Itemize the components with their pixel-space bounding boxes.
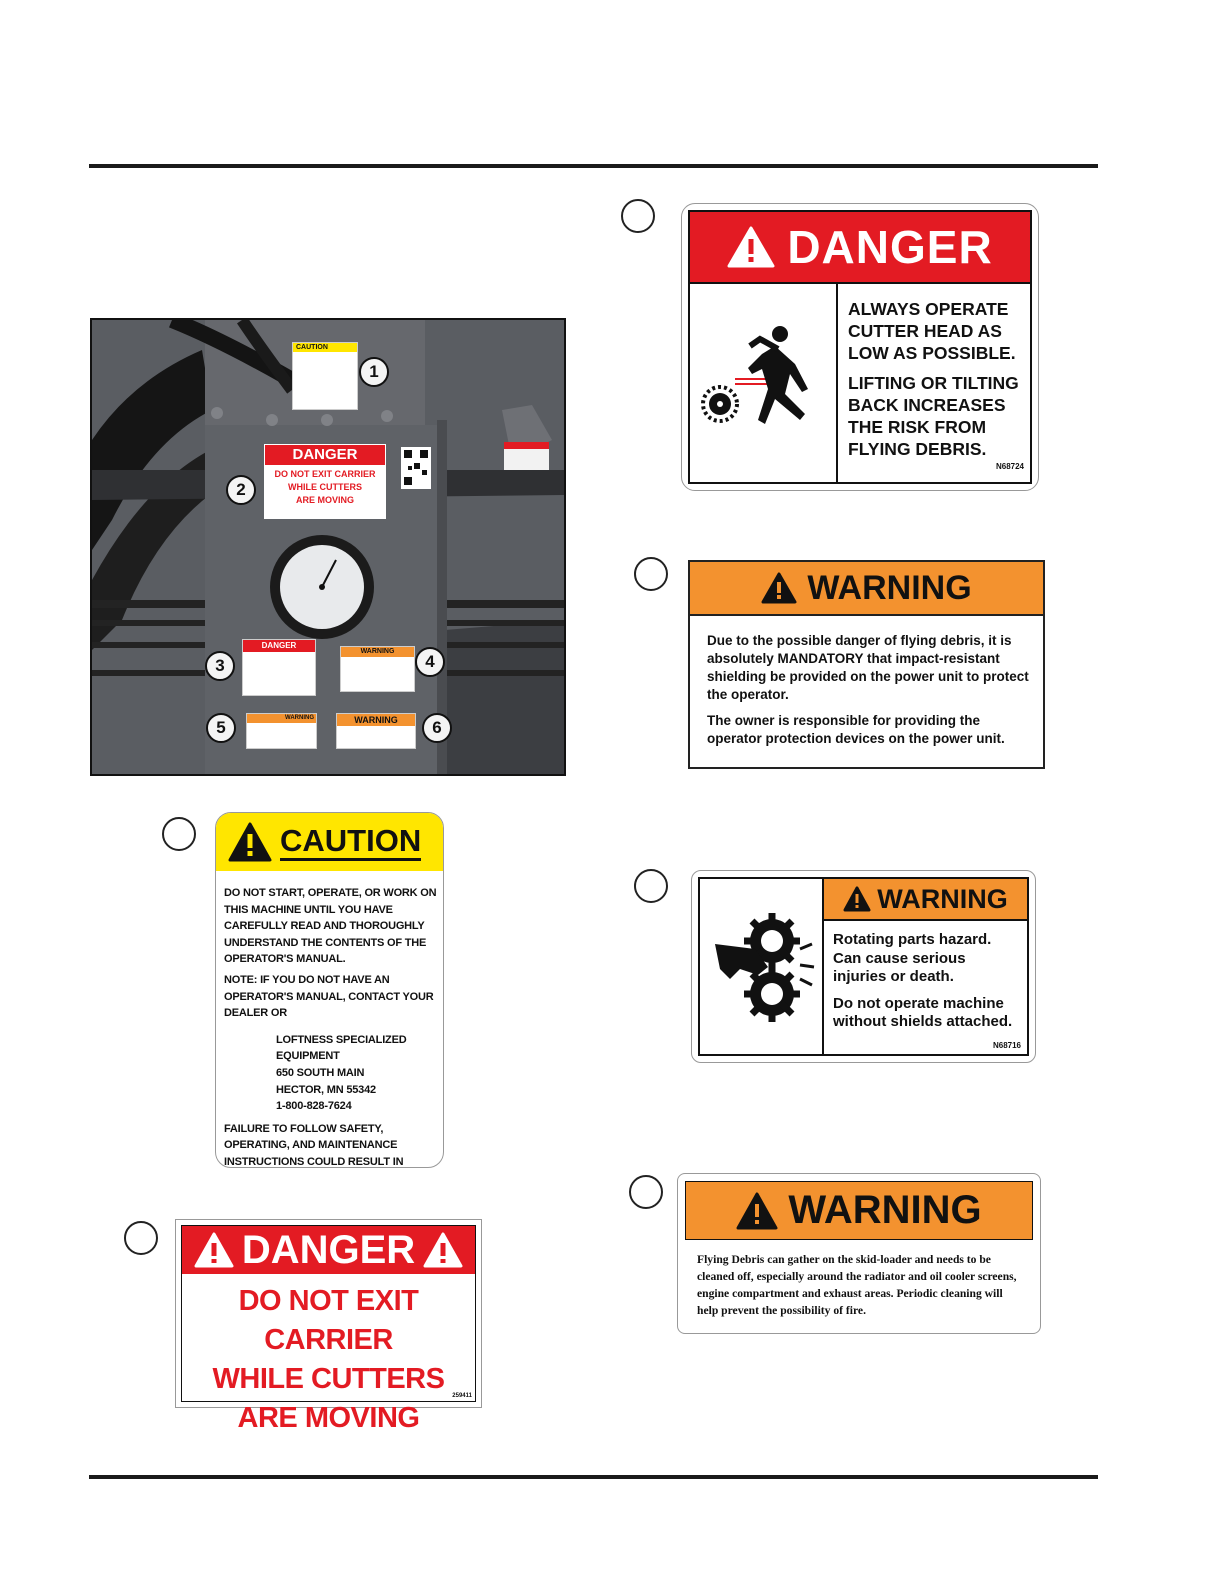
warning-triangle-icon [423, 1232, 463, 1268]
photo-callout-5: 5 [206, 713, 236, 743]
photo-caution-decal: CAUTION [292, 342, 358, 410]
rotating-parts-icon [700, 879, 822, 1056]
callout-circle-danger-1 [621, 199, 655, 233]
danger-header: DANGER [690, 212, 1030, 284]
callout-circle-danger-2 [124, 1221, 158, 1255]
callout-circle-warning-2 [634, 557, 668, 591]
warning-decal-fire: WARNING Flying Debris can gather on the skid-loader and needs to be cleaned off, especially around the radiator and oil cooler screens, engine compartment and exhaust areas. Periodic cleaning will help prevent the possibility of fire. [677, 1173, 1041, 1334]
photo-callout-4: 4 [415, 647, 445, 677]
danger-decal-do-not-exit: DANGER DO NOT EXIT CARRIER WHILE CUTTERS ARE MOVING 259411 [175, 1219, 482, 1408]
photo-danger-small-decal: DANGER [242, 639, 316, 696]
photo-callout-1: 1 [359, 357, 389, 387]
warning-triangle-icon [727, 225, 775, 269]
photo-warning-decal-6: WARNING [336, 713, 416, 749]
warning-decal-shielding: WARNING Due to the possible danger of flying debris, it is absolutely MANDATORY that impact-resistant shielding be provided on the power unit to protect the operator. The owner is responsible for providing the operator protection devices on the power unit. [688, 560, 1045, 769]
warning-triangle-icon [761, 572, 797, 604]
callout-circle-warning-4 [629, 1175, 663, 1209]
warning-header: WARNING [824, 879, 1027, 921]
photo-callout-2: 2 [226, 475, 256, 505]
danger-decal-flying-debris: DANGER ALWAYS OPERATE CUTTER HEAD AS LOW AS POSSIBLE. LIFTING OR TILTING BACK INCREASES THE RISK FROM FLYING DEBRIS. N68724 [681, 203, 1039, 491]
photo-callout-3: 3 [205, 651, 235, 681]
warning-decal-rotating-parts: WARNING Rotating parts hazard. Can cause serious injuries or death. Do not operate machine without shields attached. N68716 [691, 870, 1036, 1063]
danger-header: DANGER [182, 1226, 475, 1274]
warning-triangle-icon [736, 1192, 778, 1230]
photo-callout-6: 6 [422, 713, 452, 743]
warning-triangle-icon [194, 1232, 234, 1268]
machine-photo [90, 318, 566, 776]
callout-circle-warning-3 [634, 869, 668, 903]
photo-warning-decal-5: WARNING [246, 713, 317, 749]
caution-decal-manual: CAUTION DO NOT START, OPERATE, OR WORK ON THIS MACHINE UNTIL YOU HAVE CAREFULLY READ AND THOROUGHLY UNDERSTAND THE CONTENTS OF THE OPERATOR'S MANUAL. NOTE: IF YOU DO NOT HAVE AN OPERATOR'S MANUAL, CONTACT YOUR DEALER OR LOFTNESS SPECIALIZED EQUIPMENT 650 SOUTH MAIN HECTOR, MN 55342 1-800-828-7624 FAILURE TO FOLLOW SAFETY, OPERATING, AND MAINTENANCE INSTRUCTIONS COULD RESULT IN [215, 812, 444, 1168]
warning-triangle-icon [228, 822, 272, 862]
photo-warning-decal-4: WARNING [340, 646, 415, 692]
top-rule [89, 164, 1098, 168]
warning-header: WARNING [690, 562, 1043, 616]
flying-debris-icon [690, 284, 836, 484]
warning-header: WARNING [685, 1181, 1033, 1240]
caution-header: CAUTION [216, 813, 443, 871]
warning-triangle-icon [843, 886, 871, 912]
bottom-rule [89, 1475, 1098, 1479]
photo-danger-decal: DANGER DO NOT EXIT CARRIER WHILE CUTTERS ARE MOVING [264, 444, 386, 519]
callout-circle-caution [162, 817, 196, 851]
